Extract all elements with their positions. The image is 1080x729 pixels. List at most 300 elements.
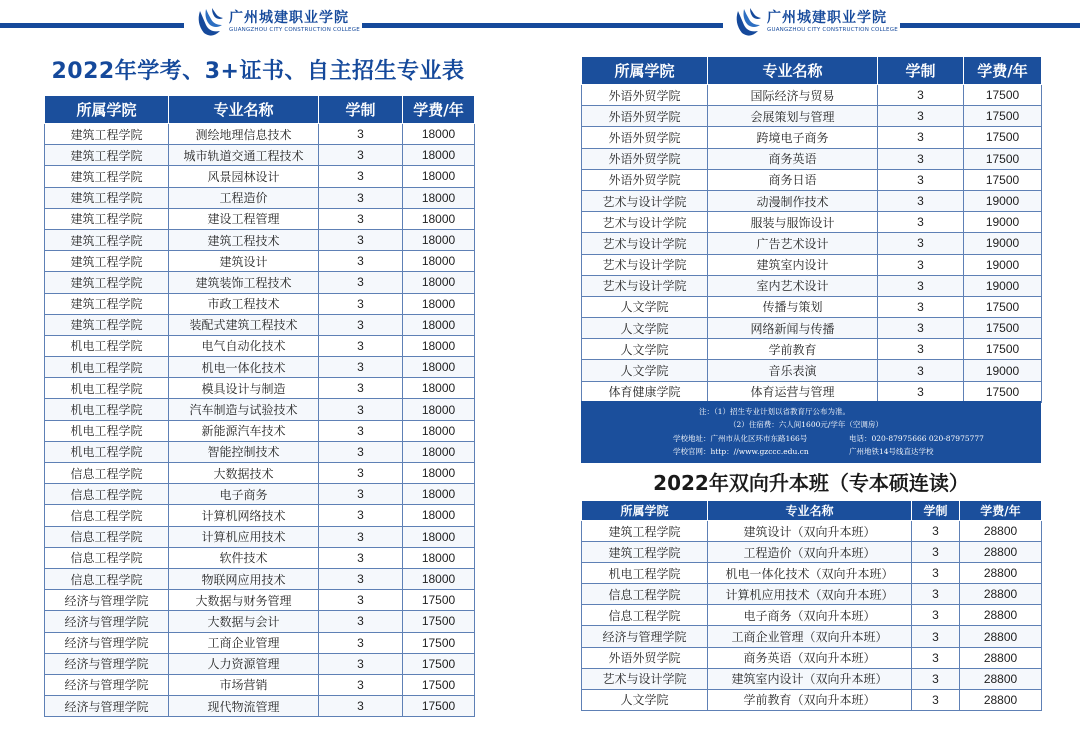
- cell-tuition: 28800: [960, 626, 1042, 647]
- cell-college: 人文学院: [582, 360, 708, 381]
- cell-tuition: 17500: [403, 696, 475, 717]
- column-header-major: 专业名称: [169, 96, 319, 124]
- cell-duration: 3: [878, 254, 964, 275]
- cell-major: 汽车制造与试验技术: [169, 399, 319, 420]
- cell-major: 大数据与会计: [169, 611, 319, 632]
- cell-major: 电气自动化技术: [169, 335, 319, 356]
- table-row: [582, 647, 1042, 668]
- cell-major: 建筑装饰工程技术: [169, 272, 319, 293]
- cell-college: 艺术与设计学院: [582, 254, 708, 275]
- cell-duration: 3: [912, 521, 960, 542]
- cell-college: 经济与管理学院: [45, 696, 169, 717]
- table-body: [45, 124, 475, 717]
- cell-duration: 3: [319, 463, 403, 484]
- cell-tuition: 28800: [960, 689, 1042, 710]
- table-row: [45, 590, 475, 611]
- cell-college: 经济与管理学院: [45, 674, 169, 695]
- cell-college: 建筑工程学院: [582, 542, 708, 563]
- table-row: [582, 148, 1042, 169]
- cell-tuition: 18000: [403, 314, 475, 335]
- college-emblem-icon: [192, 5, 226, 39]
- cell-college: 信息工程学院: [45, 463, 169, 484]
- cell-tuition: 28800: [960, 563, 1042, 584]
- cell-major: 机电一体化技术（双向升本班）: [708, 563, 912, 584]
- cell-duration: 3: [319, 357, 403, 378]
- table-row: [45, 357, 475, 378]
- cell-tuition: 18000: [403, 229, 475, 250]
- header-rule-left: [0, 23, 184, 28]
- cell-tuition: 18000: [403, 293, 475, 314]
- cell-tuition: 28800: [960, 542, 1042, 563]
- cell-duration: 3: [878, 169, 964, 190]
- table-row: [582, 689, 1042, 710]
- cell-duration: 3: [319, 399, 403, 420]
- cell-college: 外语外贸学院: [582, 85, 708, 106]
- cell-college: 机电工程学院: [45, 357, 169, 378]
- cell-tuition: 17500: [403, 632, 475, 653]
- cell-major: 学前教育（双向升本班）: [708, 689, 912, 710]
- cell-duration: 3: [878, 339, 964, 360]
- cell-college: 建筑工程学院: [45, 314, 169, 335]
- cell-duration: 3: [878, 190, 964, 211]
- cell-duration: 3: [878, 296, 964, 317]
- cell-tuition: 17500: [403, 611, 475, 632]
- cell-college: 艺术与设计学院: [582, 190, 708, 211]
- cell-college: 建筑工程学院: [45, 166, 169, 187]
- note-line-2: （2）住宿费：六人间1600元/学年（空调房）: [729, 420, 883, 429]
- cell-college: 信息工程学院: [45, 526, 169, 547]
- cell-major: 物联网应用技术: [169, 568, 319, 589]
- note-line-1: 注：（1）招生专业计划以省教育厅公布为准。: [699, 407, 851, 416]
- cell-duration: 3: [319, 547, 403, 568]
- cell-major: 音乐表演: [708, 360, 878, 381]
- table-row: [582, 254, 1042, 275]
- cell-tuition: 18000: [403, 251, 475, 272]
- cell-major: 室内艺术设计: [708, 275, 878, 296]
- column-header-college: 所属学院: [582, 57, 708, 85]
- column-header-major: 专业名称: [708, 501, 912, 521]
- table-row: [45, 335, 475, 356]
- cell-college: 经济与管理学院: [45, 611, 169, 632]
- cell-college: 建筑工程学院: [582, 521, 708, 542]
- cell-duration: 3: [319, 632, 403, 653]
- cell-tuition: 17500: [403, 590, 475, 611]
- cell-college: 经济与管理学院: [582, 626, 708, 647]
- column-header-tuition: 学费/年: [964, 57, 1042, 85]
- cell-duration: 3: [319, 229, 403, 250]
- cell-duration: 3: [319, 420, 403, 441]
- cell-tuition: 18000: [403, 145, 475, 166]
- cell-college: 建筑工程学院: [45, 229, 169, 250]
- left-header: [0, 4, 540, 40]
- cell-college: 人文学院: [582, 339, 708, 360]
- school-address: 学校地址：广州市从化区环市东路166号: [673, 434, 808, 443]
- cell-major: 建筑设计（双向升本班）: [708, 521, 912, 542]
- table-row: [582, 542, 1042, 563]
- table-row: [45, 484, 475, 505]
- table-row: [582, 190, 1042, 211]
- cell-major: 服装与服饰设计: [708, 212, 878, 233]
- table-row: [45, 568, 475, 589]
- cell-major: 工商企业管理（双向升本班）: [708, 626, 912, 647]
- cell-major: 学前教育: [708, 339, 878, 360]
- cell-major: 人力资源管理: [169, 653, 319, 674]
- majors-table-right: [581, 56, 1042, 403]
- cell-major: 软件技术: [169, 547, 319, 568]
- college-logo: [192, 4, 360, 40]
- cell-major: 测绘地理信息技术: [169, 124, 319, 145]
- cell-duration: 3: [319, 590, 403, 611]
- cell-tuition: 18000: [403, 505, 475, 526]
- cell-duration: 3: [319, 526, 403, 547]
- cell-tuition: 28800: [960, 605, 1042, 626]
- cell-college: 艺术与设计学院: [582, 668, 708, 689]
- cell-tuition: 19000: [964, 190, 1042, 211]
- cell-duration: 3: [319, 293, 403, 314]
- right-header: [540, 4, 1080, 40]
- cell-duration: 3: [319, 145, 403, 166]
- header-rule-left: [540, 23, 723, 28]
- left-page-title: 2022年学考、3+证书、自主招生专业表: [51, 59, 465, 84]
- table-header-row: [45, 96, 475, 124]
- cell-major: 风景园林设计: [169, 166, 319, 187]
- cell-college: 机电工程学院: [45, 441, 169, 462]
- cell-major: 传播与策划: [708, 296, 878, 317]
- cell-tuition: 17500: [964, 318, 1042, 339]
- cell-duration: 3: [319, 208, 403, 229]
- cell-duration: 3: [319, 568, 403, 589]
- cell-college: 经济与管理学院: [45, 653, 169, 674]
- cell-college: 体育健康学院: [582, 381, 708, 402]
- table-row: [45, 674, 475, 695]
- cell-tuition: 19000: [964, 360, 1042, 381]
- table-row: [582, 584, 1042, 605]
- cell-duration: 3: [878, 106, 964, 127]
- cell-duration: 3: [878, 233, 964, 254]
- cell-major: 建筑室内设计: [708, 254, 878, 275]
- table-row: [45, 124, 475, 145]
- table-row: [582, 85, 1042, 106]
- cell-duration: 3: [912, 584, 960, 605]
- table-row: [45, 399, 475, 420]
- cell-duration: 3: [319, 378, 403, 399]
- cell-college: 艺术与设计学院: [582, 212, 708, 233]
- cell-duration: 3: [319, 505, 403, 526]
- cell-tuition: 18000: [403, 378, 475, 399]
- cell-duration: 3: [878, 212, 964, 233]
- cell-tuition: 28800: [960, 521, 1042, 542]
- cell-major: 跨境电子商务: [708, 127, 878, 148]
- cell-college: 信息工程学院: [45, 484, 169, 505]
- cell-college: 建筑工程学院: [45, 293, 169, 314]
- cell-tuition: 18000: [403, 441, 475, 462]
- cell-tuition: 18000: [403, 166, 475, 187]
- cell-tuition: 18000: [403, 124, 475, 145]
- cell-college: 机电工程学院: [45, 335, 169, 356]
- table-row: [45, 208, 475, 229]
- cell-tuition: 17500: [964, 85, 1042, 106]
- cell-tuition: 17500: [964, 169, 1042, 190]
- column-header-major: 专业名称: [708, 57, 878, 85]
- college-emblem-icon: [730, 5, 764, 39]
- cell-college: 信息工程学院: [45, 505, 169, 526]
- cell-tuition: 18000: [403, 463, 475, 484]
- cell-college: 机电工程学院: [45, 420, 169, 441]
- cell-college: 经济与管理学院: [45, 632, 169, 653]
- cell-duration: 3: [878, 85, 964, 106]
- table-row: [45, 187, 475, 208]
- table-row: [582, 127, 1042, 148]
- column-header-tuition: 学费/年: [403, 96, 475, 124]
- cell-tuition: 19000: [964, 275, 1042, 296]
- cell-major: 建设工程管理: [169, 208, 319, 229]
- cell-college: 外语外贸学院: [582, 169, 708, 190]
- table-row: [45, 632, 475, 653]
- cell-tuition: 18000: [403, 568, 475, 589]
- cell-tuition: 19000: [964, 233, 1042, 254]
- cell-college: 建筑工程学院: [45, 145, 169, 166]
- header-rule-right: [900, 23, 1080, 28]
- cell-major: 机电一体化技术: [169, 357, 319, 378]
- cell-tuition: 28800: [960, 647, 1042, 668]
- cell-major: 城市轨道交通工程技术: [169, 145, 319, 166]
- table-row: [45, 696, 475, 717]
- cell-duration: 3: [878, 148, 964, 169]
- table-row: [582, 605, 1042, 626]
- cell-duration: 3: [319, 653, 403, 674]
- cell-tuition: 17500: [964, 339, 1042, 360]
- cell-tuition: 18000: [403, 272, 475, 293]
- cell-major: 计算机网络技术: [169, 505, 319, 526]
- table-body: [582, 85, 1042, 403]
- cell-tuition: 17500: [964, 127, 1042, 148]
- school-website: 学校官网：http：//www.gzccc.edu.cn: [673, 447, 809, 456]
- cell-tuition: 18000: [403, 187, 475, 208]
- cell-college: 机电工程学院: [45, 378, 169, 399]
- table-row: [582, 106, 1042, 127]
- cell-major: 新能源汽车技术: [169, 420, 319, 441]
- cell-tuition: 19000: [964, 254, 1042, 275]
- cell-college: 信息工程学院: [582, 584, 708, 605]
- cell-college: 机电工程学院: [45, 399, 169, 420]
- table-row: [45, 229, 475, 250]
- table-header-row: [582, 501, 1042, 521]
- header-rule-right: [362, 23, 540, 28]
- table-row: [45, 251, 475, 272]
- cell-duration: 3: [912, 626, 960, 647]
- cell-major: 体育运营与管理: [708, 381, 878, 402]
- cell-tuition: 18000: [403, 357, 475, 378]
- cell-major: 建筑设计: [169, 251, 319, 272]
- cell-tuition: 28800: [960, 584, 1042, 605]
- cell-tuition: 18000: [403, 484, 475, 505]
- cell-duration: 3: [319, 314, 403, 335]
- college-name-cn: 广州城建职业学院: [767, 10, 887, 26]
- cell-major: 建筑室内设计（双向升本班）: [708, 668, 912, 689]
- column-header-duration: 学制: [912, 501, 960, 521]
- table-row: [45, 272, 475, 293]
- cell-major: 大数据技术: [169, 463, 319, 484]
- majors-table-left: [44, 95, 475, 717]
- column-header-duration: 学制: [319, 96, 403, 124]
- college-name-cn: 广州城建职业学院: [229, 10, 349, 26]
- table-row: [45, 314, 475, 335]
- table-row: [45, 653, 475, 674]
- cell-major: 大数据与财务管理: [169, 590, 319, 611]
- cell-college: 建筑工程学院: [45, 124, 169, 145]
- cell-duration: 3: [912, 689, 960, 710]
- cell-duration: 3: [319, 187, 403, 208]
- cell-major: 建筑工程技术: [169, 229, 319, 250]
- cell-duration: 3: [912, 563, 960, 584]
- cell-duration: 3: [319, 335, 403, 356]
- table-row: [582, 212, 1042, 233]
- column-header-tuition: 学费/年: [960, 501, 1042, 521]
- cell-major: 模具设计与制造: [169, 378, 319, 399]
- table-row: [45, 378, 475, 399]
- upgrade-table: [581, 500, 1042, 711]
- table-row: [45, 441, 475, 462]
- cell-major: 计算机应用技术: [169, 526, 319, 547]
- cell-major: 电子商务（双向升本班）: [708, 605, 912, 626]
- cell-duration: 3: [319, 674, 403, 695]
- cell-college: 经济与管理学院: [45, 590, 169, 611]
- cell-major: 智能控制技术: [169, 441, 319, 462]
- college-logo: [730, 4, 898, 40]
- cell-duration: 3: [878, 318, 964, 339]
- cell-college: 机电工程学院: [582, 563, 708, 584]
- cell-major: 计算机应用技术（双向升本班）: [708, 584, 912, 605]
- cell-duration: 3: [319, 124, 403, 145]
- cell-tuition: 17500: [403, 653, 475, 674]
- cell-major: 现代物流管理: [169, 696, 319, 717]
- cell-duration: 3: [878, 381, 964, 402]
- cell-tuition: 18000: [403, 399, 475, 420]
- cell-tuition: 19000: [964, 212, 1042, 233]
- cell-major: 广告艺术设计: [708, 233, 878, 254]
- metro-info: 广州地铁14号线直达学校: [849, 447, 934, 456]
- table-row: [45, 505, 475, 526]
- cell-major: 动漫制作技术: [708, 190, 878, 211]
- table-row: [582, 626, 1042, 647]
- table-row: [45, 547, 475, 568]
- cell-tuition: 17500: [403, 674, 475, 695]
- notes-box: [581, 401, 1041, 463]
- college-name-en: GUANGZHOU CITY CONSTRUCTION COLLEGE: [229, 27, 360, 33]
- upgrade-section-title: 2022年双向升本班（专本硕连读）: [653, 471, 969, 495]
- cell-major: 国际经济与贸易: [708, 85, 878, 106]
- table-row: [582, 521, 1042, 542]
- cell-tuition: 28800: [960, 668, 1042, 689]
- cell-college: 人文学院: [582, 318, 708, 339]
- cell-college: 信息工程学院: [45, 568, 169, 589]
- table-row: [45, 526, 475, 547]
- cell-duration: 3: [912, 542, 960, 563]
- table-row: [45, 611, 475, 632]
- table-row: [582, 381, 1042, 402]
- cell-college: 建筑工程学院: [45, 208, 169, 229]
- cell-college: 外语外贸学院: [582, 127, 708, 148]
- cell-major: 商务日语: [708, 169, 878, 190]
- table-row: [582, 318, 1042, 339]
- cell-duration: 3: [319, 251, 403, 272]
- cell-college: 艺术与设计学院: [582, 233, 708, 254]
- table-row: [582, 296, 1042, 317]
- cell-major: 电子商务: [169, 484, 319, 505]
- cell-tuition: 18000: [403, 526, 475, 547]
- school-phone: 电话：020-87975666 020-87975777: [849, 434, 984, 443]
- cell-major: 工程造价（双向升本班）: [708, 542, 912, 563]
- cell-duration: 3: [319, 272, 403, 293]
- table-row: [582, 360, 1042, 381]
- cell-duration: 3: [319, 611, 403, 632]
- cell-duration: 3: [319, 441, 403, 462]
- cell-college: 建筑工程学院: [45, 251, 169, 272]
- table-row: [45, 145, 475, 166]
- cell-college: 人文学院: [582, 296, 708, 317]
- cell-college: 建筑工程学院: [45, 187, 169, 208]
- cell-college: 外语外贸学院: [582, 106, 708, 127]
- table-row: [582, 275, 1042, 296]
- cell-major: 装配式建筑工程技术: [169, 314, 319, 335]
- cell-college: 信息工程学院: [582, 605, 708, 626]
- cell-duration: 3: [912, 647, 960, 668]
- cell-tuition: 17500: [964, 148, 1042, 169]
- cell-major: 商务英语: [708, 148, 878, 169]
- cell-major: 工程造价: [169, 187, 319, 208]
- cell-duration: 3: [319, 696, 403, 717]
- table-row: [582, 563, 1042, 584]
- table-row: [582, 668, 1042, 689]
- table-body: [582, 521, 1042, 711]
- cell-tuition: 18000: [403, 547, 475, 568]
- cell-duration: 3: [319, 484, 403, 505]
- table-row: [582, 169, 1042, 190]
- cell-tuition: 18000: [403, 208, 475, 229]
- cell-major: 市政工程技术: [169, 293, 319, 314]
- cell-major: 市场营销: [169, 674, 319, 695]
- cell-duration: 3: [912, 605, 960, 626]
- table-row: [45, 463, 475, 484]
- cell-tuition: 17500: [964, 296, 1042, 317]
- cell-tuition: 17500: [964, 381, 1042, 402]
- cell-college: 信息工程学院: [45, 547, 169, 568]
- cell-tuition: 18000: [403, 420, 475, 441]
- column-header-college: 所属学院: [45, 96, 169, 124]
- cell-major: 会展策划与管理: [708, 106, 878, 127]
- cell-college: 建筑工程学院: [45, 272, 169, 293]
- cell-duration: 3: [319, 166, 403, 187]
- table-row: [45, 166, 475, 187]
- column-header-duration: 学制: [878, 57, 964, 85]
- table-row: [45, 293, 475, 314]
- column-header-college: 所属学院: [582, 501, 708, 521]
- college-name-en: GUANGZHOU CITY CONSTRUCTION COLLEGE: [767, 27, 898, 33]
- cell-duration: 3: [878, 127, 964, 148]
- cell-major: 网络新闻与传播: [708, 318, 878, 339]
- cell-college: 人文学院: [582, 689, 708, 710]
- cell-duration: 3: [912, 668, 960, 689]
- table-header-row: [582, 57, 1042, 85]
- cell-duration: 3: [878, 360, 964, 381]
- table-row: [582, 233, 1042, 254]
- table-row: [582, 339, 1042, 360]
- cell-duration: 3: [878, 275, 964, 296]
- cell-college: 艺术与设计学院: [582, 275, 708, 296]
- cell-college: 外语外贸学院: [582, 647, 708, 668]
- table-row: [45, 420, 475, 441]
- cell-college: 外语外贸学院: [582, 148, 708, 169]
